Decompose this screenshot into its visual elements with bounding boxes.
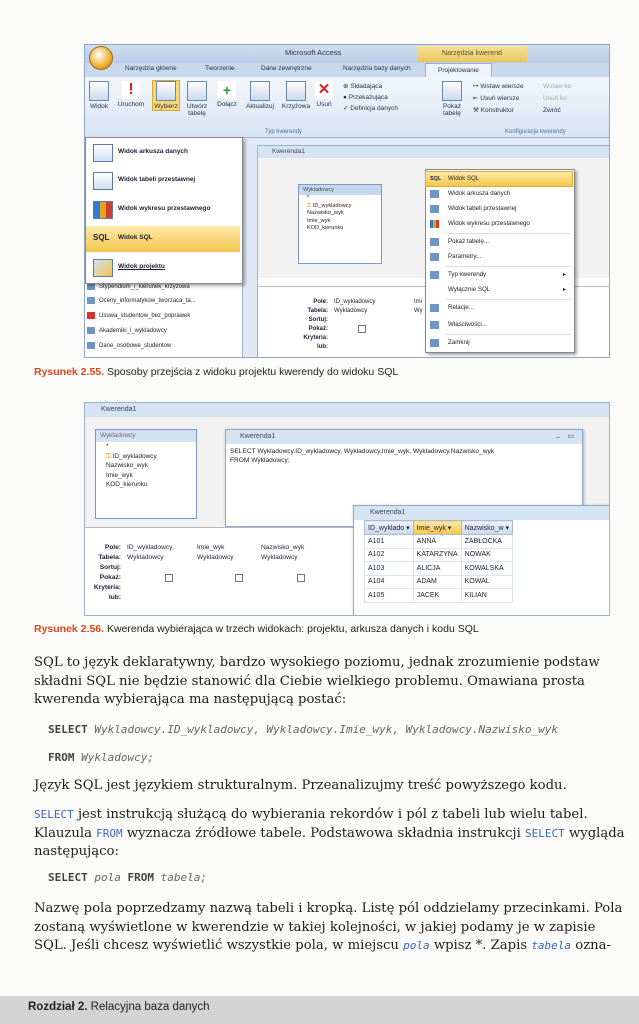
datasheet-icon <box>93 144 113 162</box>
inline-keyword: SELECT <box>34 808 74 821</box>
data-definition-button[interactable]: ✓ Definicja danych <box>343 105 398 112</box>
table-cell[interactable]: A102 <box>365 548 414 562</box>
paragraph-text: Nazwę pola poprzedzamy nazwą tabeli i kropką. Listę pól oddzielamy przecinkami. Pola zostaną wyświetlone w kwerendzie w takiej kolejności, w jakiej podamy je w zapisie SQL. Jeśli chcesz wyświetlić wszystkie pola, w miejscu <box>34 901 623 954</box>
context-menu <box>425 169 575 353</box>
ctx-item-properties[interactable] <box>426 318 572 332</box>
nav-item-label: Stypendium_i_kierunek_krzyzowa <box>99 284 190 291</box>
table-cell[interactable]: ALICJA <box>413 562 461 576</box>
tab-database-tools[interactable]: Narzędzia bazy danych <box>343 65 411 72</box>
grid-cell-table[interactable]: Wykladowcy <box>261 554 298 561</box>
grid-cell-field[interactable]: ID_wykladowcy <box>127 544 173 551</box>
caption-label: Rysunek 2.56. <box>34 623 105 635</box>
nav-item-query[interactable] <box>87 283 190 290</box>
ctx-item-sql-specific[interactable] <box>426 283 572 297</box>
paragraph-text: ozna- <box>575 938 611 954</box>
nav-item-label: Dane_osobowe_studentow <box>99 343 172 350</box>
menu-item-sql-view[interactable] <box>86 226 240 252</box>
union-button[interactable]: ⊕ Składająca <box>343 83 383 90</box>
insert-rows-button[interactable]: ↦ Wstaw wiersze <box>473 83 524 90</box>
menu-item-design-view[interactable] <box>86 255 240 281</box>
menu-separator <box>446 266 570 267</box>
field-item-key[interactable] <box>299 203 381 211</box>
sql-editor[interactable] <box>230 448 575 465</box>
ctx-item-parameters[interactable] <box>426 250 572 264</box>
delete-query-icon <box>87 312 95 319</box>
grid-cell-field[interactable]: Imie_wyk <box>197 544 225 551</box>
datasheet-table <box>364 520 513 603</box>
nav-item-query[interactable] <box>87 297 196 304</box>
show-checkbox[interactable] <box>235 574 243 584</box>
code-identifier: Wykladowcy; <box>81 751 154 764</box>
select-query-icon <box>156 81 176 101</box>
group-label-query-type: Typ kwerendy <box>265 129 303 135</box>
ctx-item-label: Widok wykresu przestawnego <box>448 220 530 227</box>
table-cell[interactable]: KOWALSKA <box>461 562 512 576</box>
grid-label: Kryteria: <box>303 335 328 341</box>
app-title: Microsoft Access <box>285 48 342 57</box>
tab-create[interactable]: Tworzenie <box>205 65 235 72</box>
datasheet-icon <box>430 190 439 198</box>
code-keyword: SELECT <box>48 723 88 736</box>
make-table-icon <box>187 81 207 101</box>
x-icon: ✕ <box>315 81 333 99</box>
select-query-label: Wybierz <box>154 103 178 110</box>
table-cell[interactable]: ZABŁOCKA <box>461 535 512 549</box>
ctx-item-label: Wyłącznie SQL <box>448 286 491 293</box>
paragraph-text: jest instrukcją służącą do wybierania rekordów i pól z tabeli lub wielu tabel. Klauzula <box>34 807 588 841</box>
ctx-item-sql-view[interactable] <box>426 172 572 186</box>
field-item[interactable]: * <box>307 195 310 201</box>
table-cell[interactable]: A101 <box>365 535 414 549</box>
table-field-list[interactable] <box>95 429 197 519</box>
checkbox-icon <box>297 574 305 582</box>
pivot-chart-icon <box>93 201 113 219</box>
field-item[interactable]: Imie_wyk <box>307 217 331 224</box>
ctx-item-query-type[interactable] <box>426 268 572 282</box>
sql-window-title <box>226 430 582 444</box>
nav-item-label: Usuwa_studentow_bez_poprawek <box>99 313 191 320</box>
grid-cell-field[interactable]: Imi <box>414 299 422 305</box>
show-table-icon <box>442 81 462 101</box>
delete-rows-button[interactable]: ⇤ Usuń wiersze <box>473 95 520 102</box>
table-field-list[interactable] <box>298 184 382 264</box>
builder-label: Konstruktor <box>480 107 514 114</box>
inline-keyword: tabela <box>531 939 572 953</box>
data-definition-label: Definicja danych <box>350 105 398 112</box>
query-icon <box>87 327 95 334</box>
pivot-table-icon <box>430 205 439 213</box>
ctx-item-label: Widok tabeli przestawnej <box>448 205 517 212</box>
ribbon <box>85 77 609 138</box>
crosstab-icon <box>286 81 306 101</box>
column-header-label: ID_wyklado <box>368 524 405 532</box>
table-row[interactable] <box>365 535 513 549</box>
ctx-item-datasheet-view[interactable] <box>426 187 572 201</box>
submenu-arrow-icon: ▸ <box>562 272 566 278</box>
show-checkbox[interactable] <box>358 325 366 335</box>
code-identifier: pola <box>94 871 121 884</box>
nav-item-label: Akademiki_i_wykladowcy <box>99 328 167 335</box>
chapter-number: Rozdział 2. <box>28 1001 88 1013</box>
menu-separator <box>446 233 570 234</box>
ctx-item-label: Relacje... <box>448 304 474 311</box>
delete-columns-button[interactable] <box>543 93 571 105</box>
column-header-label: Imie_wyk <box>416 524 446 532</box>
nav-item-query[interactable] <box>87 312 190 319</box>
paragraph-text: wyznacza źródłowe tabele. Podstawowa składnia instrukcji <box>126 825 521 841</box>
ctx-item-label: Widok arkusza danych <box>448 190 511 197</box>
group-label-query-setup: Konfiguracja kwerendy <box>505 129 566 135</box>
pass-through-label: Przekazująca <box>348 94 388 101</box>
dropdown-arrow-icon[interactable]: ▾ <box>505 524 509 532</box>
sql-line: SELECT Wykladowcy.ID_wykladowcy, Wykladowcy.Imie_wyk, Wykladowcy.Nazwisko_wyk <box>230 448 495 455</box>
update-button[interactable] <box>243 81 277 110</box>
properties-icon <box>430 321 439 329</box>
append-label: Dołącz <box>217 101 237 108</box>
field-item[interactable]: KOD_kierunku <box>106 481 148 488</box>
ctx-item-label: Typ kwerendy <box>448 271 487 278</box>
table-cell[interactable]: NOWAK <box>461 548 512 562</box>
show-table-label: Pokaż tabelę <box>442 103 462 117</box>
crosstab-button[interactable] <box>281 81 311 110</box>
sql-icon: SQL <box>430 176 442 182</box>
show-table-icon <box>430 238 439 246</box>
table-cell[interactable]: A105 <box>365 589 414 603</box>
figure-caption <box>34 623 479 635</box>
chapter-title: Relacyjna baza danych <box>90 1001 210 1013</box>
insert-columns-button[interactable] <box>543 81 571 93</box>
footer-chapter <box>28 1001 210 1013</box>
paragraph <box>34 806 628 862</box>
pencil-icon <box>250 81 270 101</box>
sql-line: FROM Wykladowcy; <box>230 456 290 464</box>
menu-item-label: Widok arkusza danych <box>118 148 189 155</box>
ctx-item-close[interactable] <box>426 336 572 350</box>
tab-home[interactable]: Narzędzia główne <box>125 65 177 72</box>
ctx-item-relationships[interactable] <box>426 301 572 315</box>
paragraph: Język SQL jest językiem strukturalnym. Przeanalizujmy treść powyższego kodu. <box>34 778 567 793</box>
menu-separator <box>446 334 570 335</box>
query-icon <box>87 342 95 349</box>
table-row[interactable] <box>365 548 513 562</box>
grid-label: Kryteria: <box>93 584 121 591</box>
show-checkbox[interactable] <box>165 574 173 584</box>
update-label: Aktualizuj <box>246 103 274 110</box>
datasheet-window-title <box>354 506 610 520</box>
code-keyword: SELECT <box>48 871 88 884</box>
grid-cell-field[interactable]: ID_wykladowcy <box>334 299 376 305</box>
grid-label: Pole: <box>104 544 121 551</box>
figure-access-sql-view <box>84 44 610 358</box>
grid-label: Tabela: <box>98 554 121 561</box>
grid-label: Pokaż: <box>308 326 328 332</box>
window-title: Kwerenda1 <box>101 406 137 413</box>
grid-label: lub: <box>317 344 328 350</box>
caption-label: Rysunek 2.55. <box>34 366 105 378</box>
plus-icon: + <box>218 81 236 99</box>
field-label: ID_wykladowcy <box>312 202 352 209</box>
crosstab-label: Krzyżowa <box>281 103 311 110</box>
paragraph <box>34 900 628 956</box>
make-table-button[interactable] <box>183 81 211 117</box>
ctx-item-label: Właściwości... <box>448 321 487 328</box>
delete-label: Usuń <box>316 101 332 108</box>
figure-caption <box>34 366 398 378</box>
menu-item-label: Widok projektu <box>118 263 165 270</box>
caption-text: Kwerenda wybierająca w trzech widokach: projektu, arkusza danych i kodu SQL <box>106 623 479 635</box>
ribbon-tabs <box>85 63 609 77</box>
query-setup-small-buttons <box>473 81 524 117</box>
return-button[interactable] <box>543 105 571 117</box>
run-button[interactable] <box>115 81 147 108</box>
submenu-arrow-icon: ▸ <box>562 287 566 293</box>
table-name: Wykladowcy <box>96 430 196 442</box>
column-header[interactable] <box>413 521 461 535</box>
show-checkbox[interactable] <box>297 574 305 584</box>
table-row[interactable] <box>365 562 513 576</box>
table-row[interactable] <box>365 575 513 589</box>
paragraph: SQL to język deklaratywny, bardzo wysokiego poziomu, jednak zrozumienie podstaw składni SQL nie będzie stanowić dla Ciebie wielkiego problemu. Omawiana prosta kwerenda wybierająca ma następującą postać: <box>34 655 600 708</box>
inline-keyword: SELECT <box>525 826 565 840</box>
tab-design[interactable]: Projektowanie <box>425 63 492 78</box>
office-button-icon[interactable] <box>89 46 113 70</box>
table-cell[interactable]: KILIAN <box>461 589 512 603</box>
ctx-item-label: Pokaż tabelę... <box>448 238 489 245</box>
insert-rows-label: Wstaw wiersze <box>480 83 524 90</box>
view-dropdown-menu <box>85 137 243 284</box>
grid-label: Sortuj: <box>308 317 328 323</box>
delete-columns-label: Usuń ko <box>543 95 567 102</box>
relationships-icon <box>430 304 439 312</box>
ctx-item-show-table[interactable] <box>426 235 572 249</box>
exclamation-icon: ! <box>122 81 140 99</box>
ctx-item-label: Widok SQL <box>448 175 480 182</box>
ctx-item-pivot-chart[interactable] <box>426 217 572 231</box>
table-cell[interactable]: ADAM <box>413 575 461 589</box>
column-header[interactable] <box>365 521 414 535</box>
grid-cell-table[interactable]: Wykladowcy <box>197 554 234 561</box>
query-type-small-buttons <box>343 81 398 114</box>
view-icon <box>89 81 109 101</box>
code-line <box>48 751 154 764</box>
grid-cell-table[interactable]: Wy <box>414 308 423 314</box>
key-icon: ⚿ <box>106 452 111 460</box>
query-window-title <box>258 146 610 158</box>
query-title: Kwerenda1 <box>272 148 305 155</box>
table-cell[interactable]: A104 <box>365 575 414 589</box>
menu-item-pivot-table-view[interactable] <box>86 168 240 194</box>
show-table-button[interactable] <box>437 81 467 117</box>
column-small-buttons <box>543 81 571 117</box>
key-icon: ⚿ <box>307 202 312 209</box>
menu-separator <box>446 299 570 300</box>
checkbox-icon <box>235 574 243 582</box>
inline-keyword: FROM <box>96 826 123 840</box>
parameters-icon <box>430 253 439 261</box>
inline-keyword: pola <box>403 939 430 953</box>
window-title: Kwerenda1 <box>240 433 276 440</box>
datasheet-window <box>353 505 610 616</box>
close-icon <box>430 339 439 347</box>
grid-cell-field[interactable]: Nazwisko_wyk <box>261 544 305 551</box>
grid-label: Sortuj: <box>99 564 121 571</box>
column-header[interactable] <box>461 521 512 535</box>
query-window-title <box>85 403 609 417</box>
code-identifier: tabela; <box>160 871 207 884</box>
paragraph-text: wpisz *. Zapis <box>433 938 528 954</box>
code-keyword: FROM <box>127 871 154 884</box>
query-type-icon <box>430 271 439 279</box>
view-button-label: Widok <box>89 103 109 110</box>
grid-cell-table[interactable]: Wykladowcy <box>127 554 164 561</box>
table-cell[interactable]: A103 <box>365 562 414 576</box>
code-line <box>48 723 558 736</box>
page-footer <box>0 996 639 1024</box>
grid-label: Pole: <box>313 299 328 305</box>
dropdown-arrow-icon[interactable]: ▾ <box>406 524 410 532</box>
nav-item-query[interactable] <box>87 342 171 349</box>
window-title: Kwerenda1 <box>370 509 406 516</box>
table-cell[interactable]: ANNA <box>413 535 461 549</box>
code-line <box>48 871 207 884</box>
menu-item-pivot-chart-view[interactable] <box>86 197 240 223</box>
table-row[interactable] <box>365 589 513 603</box>
table-name: Wykladowcy <box>299 185 381 195</box>
menu-item-label: Widok SQL <box>118 234 153 241</box>
nav-item-label: Oceny_informatykow_tworzaca_ta... <box>99 298 196 305</box>
insert-columns-label: Wstaw ko <box>543 83 572 90</box>
select-query-button[interactable] <box>153 81 179 110</box>
pass-through-button[interactable]: ● Przekazująca <box>343 94 388 101</box>
view-button[interactable] <box>87 81 111 110</box>
paragraph-text: wygląda następująco: <box>34 825 625 860</box>
tab-external-data[interactable]: Dane zewnętrzne <box>261 65 312 72</box>
union-label: Składająca <box>350 83 383 90</box>
field-item[interactable]: Nazwisko_wyk <box>106 462 148 469</box>
table-cell[interactable]: JACEK <box>413 589 461 603</box>
ctx-item-label: Zamknij <box>448 339 470 346</box>
field-item[interactable]: * <box>106 443 109 450</box>
figure-three-views <box>84 402 610 616</box>
code-identifier: Wykladowcy.ID_wykladowcy, Wykladowcy.Imie_wyk, Wykladowcy.Nazwisko_wyk <box>94 723 558 736</box>
delete-rows-label: Usuń wiersze <box>480 95 520 102</box>
design-grid <box>85 527 375 616</box>
grid-label: lub: <box>108 594 121 601</box>
caption-text: Sposoby przejścia z widoku projektu kwerendy do widoku SQL <box>106 366 399 378</box>
return-label: Zwróć <box>543 107 561 114</box>
design-view-icon <box>93 259 113 277</box>
menu-item-datasheet-view[interactable] <box>86 140 240 166</box>
make-table-label: Utwórz tabelę <box>186 103 208 117</box>
menu-item-label: Widok wykresu przestawnego <box>118 205 211 212</box>
grid-label: Pokaż: <box>99 574 121 581</box>
table-cell[interactable]: KOWAL <box>461 575 512 589</box>
field-item-key[interactable] <box>96 452 196 462</box>
query-icon <box>87 297 95 304</box>
dropdown-arrow-icon[interactable]: ▾ <box>447 524 452 532</box>
ctx-item-label: Parametry... <box>448 253 482 260</box>
ctx-item-pivot-table[interactable] <box>426 202 572 216</box>
grid-label: Tabela: <box>307 308 328 314</box>
field-item[interactable]: Imie_wyk <box>106 471 133 479</box>
field-item[interactable]: KOD_kierunku <box>307 225 344 232</box>
grid-cell-table[interactable]: Wykladowcy <box>334 308 368 314</box>
column-header-label: Nazwisko_w <box>464 524 504 532</box>
checkbox-icon <box>358 325 366 333</box>
restore-icon[interactable]: ▭ <box>567 433 574 440</box>
field-item[interactable]: Nazwisko_wyk <box>307 210 344 217</box>
delete-button[interactable] <box>313 81 335 108</box>
nav-item-query[interactable] <box>87 327 167 334</box>
checkbox-icon <box>165 574 173 582</box>
pivot-chart-icon <box>430 220 439 228</box>
run-button-label: Uruchom <box>117 101 145 108</box>
title-bar <box>85 45 609 63</box>
pivot-table-icon <box>93 172 113 190</box>
query-icon <box>87 283 95 290</box>
builder-button[interactable]: ⚒ Konstruktor <box>473 107 514 114</box>
menu-item-label: Widok tabeli przestawnej <box>118 176 196 183</box>
query-tools-title: Narzędzia kwerend <box>417 46 527 62</box>
code-keyword: FROM <box>48 751 75 764</box>
field-label: ID_wykladowcy <box>112 452 157 460</box>
append-button[interactable] <box>215 81 239 108</box>
sql-icon: SQL <box>93 233 110 242</box>
minimize-icon[interactable]: _ <box>556 431 560 438</box>
table-cell[interactable]: KATARZYNA <box>413 548 461 562</box>
